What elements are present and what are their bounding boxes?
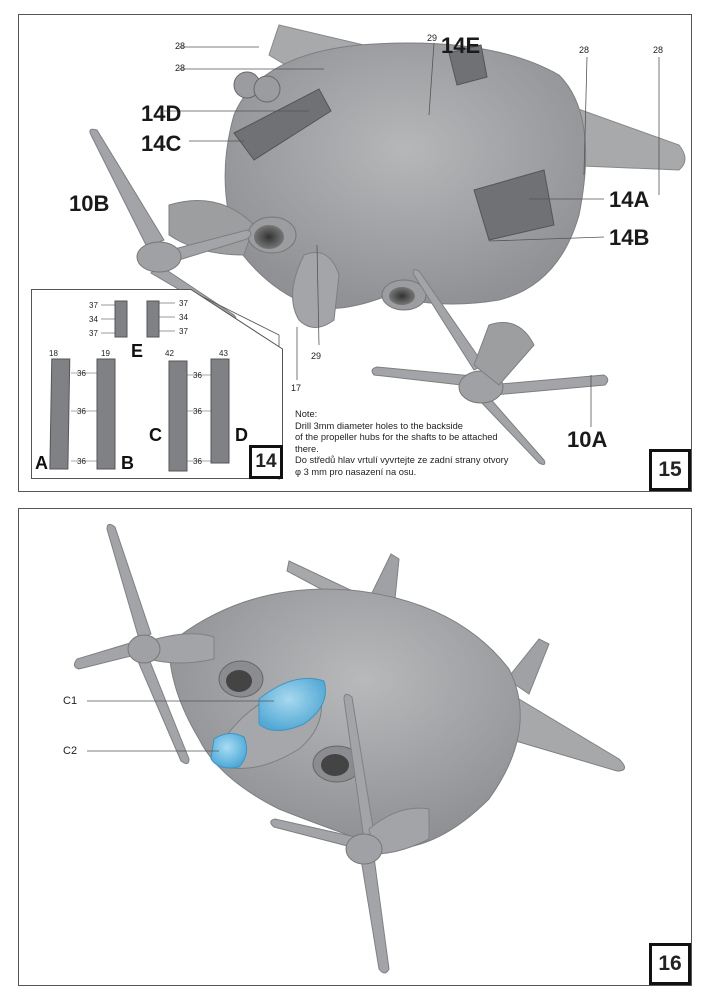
substep-14-box (31, 289, 283, 479)
part-ref-42: 42 (165, 349, 174, 358)
part-ref-17: 17 (291, 383, 302, 393)
part-ref-36: 36 (77, 369, 86, 378)
part-ref-36: 36 (193, 371, 202, 380)
step-16-panel (18, 508, 692, 986)
note-heading: Note: (295, 409, 318, 419)
part-ref-28: 28 (175, 41, 186, 51)
part-ref-37: 37 (89, 329, 98, 338)
part-ref-36: 36 (77, 407, 86, 416)
door-letter-A: A (35, 453, 48, 473)
callout-14D: 14D (141, 101, 182, 126)
part-ref-37: 37 (179, 327, 188, 336)
note-line: Do středů hlav vrtulí vyvrtejte ze zadní strany otvory (295, 455, 509, 466)
part-ref-34: 34 (179, 313, 188, 322)
substep-number: 14 (249, 445, 283, 479)
part-ref-43: 43 (219, 349, 228, 358)
part-ref-37: 37 (89, 301, 98, 310)
callout-10B: 10B (69, 191, 110, 216)
step-number: 15 (649, 449, 691, 491)
part-ref-36: 36 (193, 407, 202, 416)
drilling-note (295, 409, 540, 479)
callout-C1: C1 (63, 695, 78, 707)
part-ref-28: 28 (175, 63, 186, 73)
callout-14E: 14E (441, 33, 481, 58)
part-ref-37: 37 (179, 299, 188, 308)
part-ref-28: 28 (653, 45, 664, 55)
part-ref-29: 29 (311, 351, 322, 361)
callout-10A: 10A (567, 427, 608, 452)
note-line: Drill 3mm diameter holes to the backside (295, 420, 463, 431)
aircraft-illustration-bottom (19, 509, 693, 987)
part-ref-34: 34 (89, 315, 98, 324)
callout-14B: 14B (609, 225, 650, 250)
part-ref-36: 36 (193, 457, 202, 466)
door-letter-D: D (235, 425, 248, 445)
note-line: of the propeller hubs for the shafts to be attached (295, 432, 498, 443)
part-ref-19: 19 (101, 349, 110, 358)
door-letter-B: B (121, 453, 134, 473)
part-ref-28: 28 (579, 45, 590, 55)
step-number: 16 (649, 943, 691, 985)
part-ref-18: 18 (49, 349, 58, 358)
step-15-panel (18, 14, 692, 492)
part-ref-29: 29 (427, 33, 438, 43)
landing-gear-doors-diagram (31, 289, 283, 479)
callout-14C: 14C (141, 131, 182, 156)
callout-14A: 14A (609, 187, 650, 212)
note-line: φ 3 mm pro nasazení na osu. (295, 466, 417, 477)
part-ref-36: 36 (77, 457, 86, 466)
door-letter-E: E (131, 341, 144, 361)
note-line: there. (295, 443, 319, 454)
callout-C2: C2 (63, 745, 78, 757)
door-letter-C: C (149, 425, 162, 445)
